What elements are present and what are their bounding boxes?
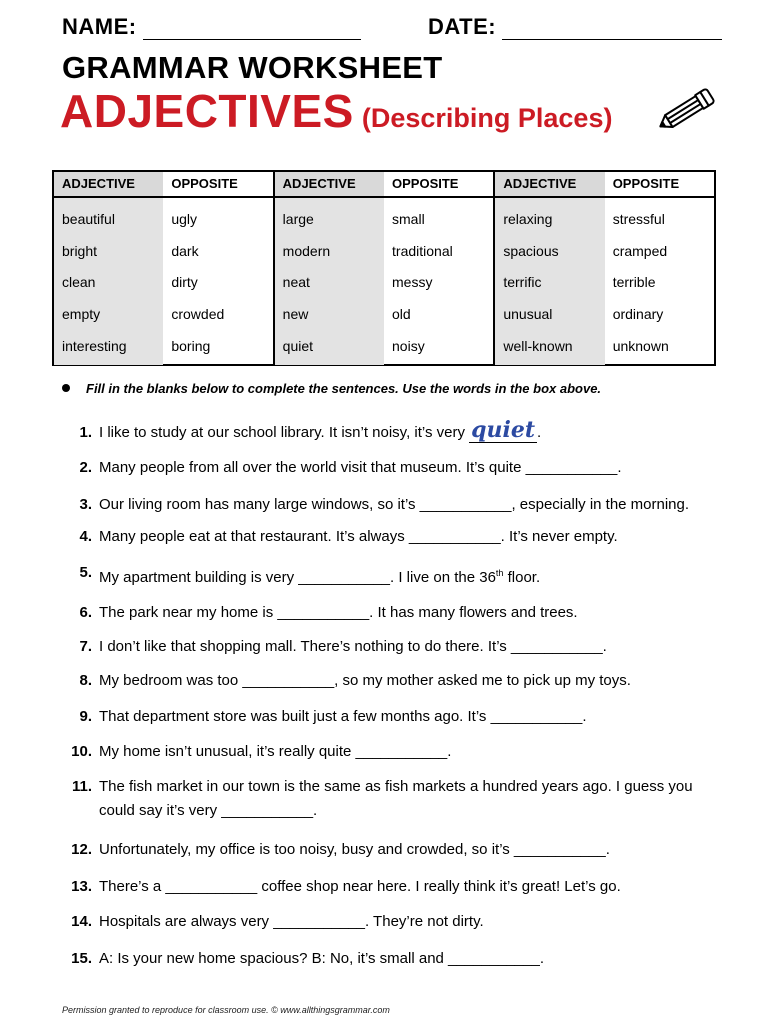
adjective-word: interesting bbox=[62, 337, 127, 354]
adjective-column bbox=[275, 198, 384, 365]
instruction-text: Fill in the blanks below to complete the sentences. Use the words in the box above. bbox=[86, 381, 602, 396]
opposite-word: dark bbox=[171, 242, 199, 259]
table-group bbox=[273, 172, 494, 364]
ordinal-suffix: th bbox=[495, 567, 504, 578]
opposite-word: messy bbox=[392, 274, 433, 291]
question-text: That department store was built just a few months ago. It’s ___________. bbox=[99, 707, 587, 725]
question-number: 8. bbox=[79, 671, 92, 689]
question-item bbox=[58, 601, 728, 625]
permission-footer: Permission granted to reproduce for classroom use. © www.allthingsgrammar.com bbox=[62, 1005, 390, 1015]
opposite-word: old bbox=[392, 306, 411, 323]
question-number: 1. bbox=[79, 424, 92, 441]
question-number: 6. bbox=[79, 603, 92, 621]
adjective-word: unusual bbox=[503, 306, 553, 323]
question-item bbox=[58, 493, 728, 517]
table-header-row bbox=[54, 172, 273, 198]
question-item bbox=[58, 669, 728, 693]
question-list bbox=[58, 417, 728, 971]
opposite-word: ordinary bbox=[612, 306, 664, 323]
question-text-after: floor. bbox=[503, 568, 541, 586]
adjective-word: terrific bbox=[503, 274, 542, 291]
pencil-icon bbox=[652, 86, 718, 136]
word-box-table bbox=[52, 170, 716, 366]
name-label: NAME: bbox=[62, 14, 137, 39]
opposite-word: traditional bbox=[392, 242, 453, 259]
question-number: 12. bbox=[71, 840, 92, 858]
adjective-word: quiet bbox=[282, 337, 314, 354]
name-field[interactable] bbox=[62, 14, 361, 40]
answer-blank[interactable] bbox=[469, 417, 537, 443]
adjective-word: relaxing bbox=[503, 211, 553, 227]
opposite-word: unknown bbox=[612, 337, 669, 354]
question-text: The park near my home is ___________. It has many flowers and trees. bbox=[99, 603, 578, 621]
question-item bbox=[58, 740, 728, 764]
table-body bbox=[54, 198, 273, 365]
adjective-word: modern bbox=[282, 242, 331, 259]
question-number: 11. bbox=[71, 777, 92, 795]
opposite-word: boring bbox=[171, 337, 211, 354]
adjective-word: beautiful bbox=[62, 211, 115, 227]
question-text-before: My apartment building is very ___________. I live on the 36 bbox=[99, 568, 496, 586]
bullet-icon bbox=[62, 384, 70, 392]
adjective-word: bright bbox=[62, 242, 98, 259]
name-blank[interactable] bbox=[143, 17, 361, 40]
opposite-column bbox=[605, 198, 714, 365]
adjective-word: new bbox=[282, 306, 309, 323]
adjective-word: well-known bbox=[503, 337, 573, 354]
instructions bbox=[62, 381, 601, 396]
question-number: 3. bbox=[79, 495, 92, 513]
opposite-word: stressful bbox=[612, 211, 665, 227]
topic-heading bbox=[60, 84, 612, 138]
question-text: There’s a ___________ coffee shop near here. I really think it’s great! Let’s go. bbox=[99, 877, 621, 895]
adjective-word: empty bbox=[62, 306, 101, 323]
opposite-word: dirty bbox=[171, 274, 198, 291]
question-number: 13. bbox=[71, 877, 92, 895]
question-text: My bedroom was too ___________, so my mother asked me to pick up my toys. bbox=[99, 671, 631, 689]
opposite-word: noisy bbox=[392, 337, 425, 354]
adjective-word: large bbox=[282, 211, 314, 227]
question-text: Hospitals are always very ___________. They’re not dirty. bbox=[99, 912, 484, 930]
column-header-adjective: ADJECTIVE bbox=[495, 172, 604, 196]
question-item bbox=[58, 910, 728, 934]
opposite-word: cramped bbox=[612, 242, 668, 259]
sample-answer: quiet bbox=[471, 417, 536, 443]
table-body bbox=[275, 198, 494, 365]
question-text: Many people from all over the world visit that museum. It’s quite ___________. bbox=[99, 458, 622, 476]
question-item bbox=[58, 561, 728, 590]
adjective-word: neat bbox=[282, 274, 310, 291]
column-header-opposite: OPPOSITE bbox=[171, 176, 238, 191]
question-number: 10. bbox=[71, 742, 92, 760]
question-item bbox=[58, 875, 728, 899]
question-item bbox=[58, 417, 728, 445]
date-label: DATE: bbox=[428, 14, 497, 39]
question-text: I don’t like that shopping mall. There’s nothing to do there. It’s ___________. bbox=[99, 637, 607, 655]
question-item bbox=[58, 838, 728, 862]
question-item bbox=[58, 456, 728, 480]
table-header-row bbox=[495, 172, 714, 198]
question-number: 7. bbox=[79, 637, 92, 655]
question-text: Our living room has many large windows, so it’s ___________, especially in the morning. bbox=[99, 495, 690, 513]
date-blank[interactable] bbox=[502, 17, 722, 40]
question-number: 4. bbox=[79, 527, 92, 545]
column-header-adjective: ADJECTIVE bbox=[54, 172, 163, 196]
adjective-column bbox=[495, 198, 604, 365]
opposite-column bbox=[163, 198, 272, 365]
opposite-word: crowded bbox=[171, 306, 225, 323]
opposite-word: ugly bbox=[171, 211, 198, 227]
question-text: A: Is your new home spacious? B: No, it’s small and ___________. bbox=[99, 949, 544, 967]
question-text-before: I like to study at our school library. It isn’t noisy, it’s very bbox=[99, 424, 470, 441]
table-body bbox=[495, 198, 714, 365]
question-number: 14. bbox=[71, 912, 92, 930]
opposite-column bbox=[384, 198, 493, 365]
question-number: 2. bbox=[79, 458, 92, 476]
question-item bbox=[58, 947, 728, 971]
adjective-column bbox=[54, 198, 163, 365]
opposite-word: small bbox=[392, 211, 425, 227]
adjective-word: spacious bbox=[503, 242, 559, 259]
column-header-opposite: OPPOSITE bbox=[392, 176, 459, 191]
opposite-word: terrible bbox=[612, 274, 656, 291]
question-text bbox=[92, 561, 540, 590]
table-group bbox=[54, 172, 273, 364]
question-item bbox=[58, 525, 728, 549]
table-group bbox=[493, 172, 714, 364]
table-header-row bbox=[275, 172, 494, 198]
question-text bbox=[92, 417, 542, 445]
date-field[interactable] bbox=[428, 14, 722, 40]
column-header-opposite: OPPOSITE bbox=[612, 176, 680, 191]
question-number: 5. bbox=[79, 563, 92, 581]
adjective-word: clean bbox=[62, 274, 96, 291]
question-text: My home isn’t unusual, it’s really quite ___________. bbox=[99, 742, 452, 760]
worksheet-title: GRAMMAR WORKSHEET bbox=[62, 50, 443, 85]
question-text: The fish market in our town is the same as fish markets a hundred years ago. I guess you could say it’s very ___________. bbox=[99, 777, 693, 819]
question-number: 9. bbox=[79, 707, 92, 725]
column-header-adjective: ADJECTIVE bbox=[275, 172, 384, 196]
topic-subtitle: (Describing Places) bbox=[361, 103, 613, 133]
question-number: 15. bbox=[71, 949, 92, 967]
question-item bbox=[58, 775, 728, 823]
question-item bbox=[58, 635, 728, 659]
topic-title: ADJECTIVES bbox=[60, 85, 354, 137]
question-text: Unfortunately, my office is too noisy, busy and crowded, so it’s ___________. bbox=[99, 840, 610, 858]
question-text-after: . bbox=[537, 424, 542, 441]
question-text: Many people eat at that restaurant. It’s always ___________. It’s never empty. bbox=[99, 527, 618, 545]
question-item bbox=[58, 705, 728, 729]
